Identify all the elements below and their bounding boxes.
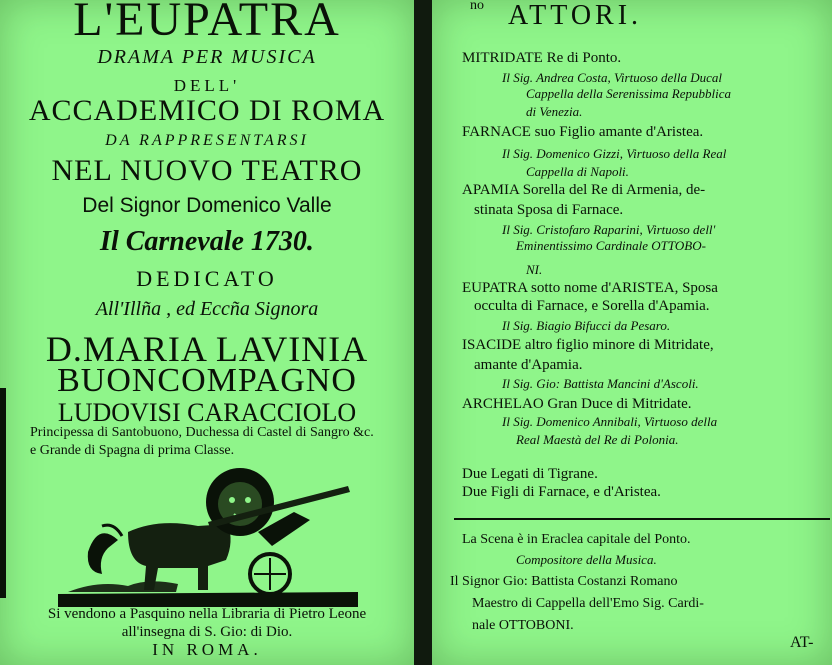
cast-line: EUPATRA sotto nome d'ARISTEA, Sposa — [462, 280, 718, 296]
scene-line: La Scena è in Eraclea capitale del Ponto. — [462, 532, 691, 547]
dedicatee-titles: Principessa di Santobuono, Duchessa di Castel di Sangro &c. e Grande di Spagna di prima Classe. — [30, 425, 374, 458]
right-page — [432, 0, 832, 665]
cast-line: di Venezia. — [526, 104, 583, 119]
cast-line: ISACIDE altro figlio minore di Mitridate, — [462, 337, 714, 353]
cast-line: Il Sig. Domenico Annibali, Virtuoso della — [502, 414, 718, 429]
cast-heading: ATTORI. — [508, 0, 643, 31]
cast-line: occulta di Farnace, e Sorella d'Apamia. — [474, 298, 710, 314]
cast-line: Il Sig. Andrea Costa, Virtuoso della Ducal — [502, 70, 723, 85]
corner-mark: no — [470, 0, 484, 13]
composer-line: Il Signor Gio: Battista Costanzi Romano — [450, 574, 678, 589]
lion-emblem-icon — [58, 462, 358, 607]
dedication-addressee: All'Illña , ed Eccña Signora — [95, 298, 319, 320]
page-edge-mark — [0, 388, 6, 598]
cast-line: NI. — [526, 262, 543, 277]
subtitle-dell: DELL' — [173, 76, 241, 95]
rappresentarsi-line: DA RAPPRESENTARSI — [105, 132, 309, 149]
opera-title: L'EUPATRA — [73, 0, 341, 46]
cast-line: ARCHELAO Gran Duce di Mitridate. — [462, 396, 692, 412]
composer-heading: Compositore della Musica. — [516, 552, 657, 567]
theatre-line: NEL NUOVO TEATRO — [51, 154, 363, 187]
catchword: AT- — [790, 634, 814, 651]
composer-line: nale OTTOBONI. — [472, 618, 574, 633]
cast-line: stinata Sposa di Farnace. — [474, 202, 624, 218]
book-gutter — [414, 0, 432, 665]
cast-line: Real Maestà del Re di Polonia. — [516, 432, 679, 447]
cast-line: APAMIA Sorella del Re di Armenia, de- — [462, 182, 706, 198]
cast-line: MITRIDATE Re di Ponto. — [462, 50, 622, 66]
dedication-heading: DEDICATO — [136, 266, 278, 291]
cast-line: Il Sig. Cristofaro Raparini, Virtuoso dell' — [502, 222, 716, 237]
cast-line: amante d'Apamia. — [474, 357, 583, 373]
valle-line: Del Signor Domenico Valle — [82, 194, 332, 217]
cast-line: Cappella di Napoli. — [526, 164, 629, 179]
shop-sign-line: all'insegna di S. Gio: di Dio. — [121, 624, 293, 640]
cast-line: Il Sig. Domenico Gizzi, Virtuoso della Real — [502, 146, 727, 161]
dedicatee-name-2: BUONCOMPAGNO — [57, 362, 357, 399]
section-divider — [454, 518, 830, 520]
cast-line: FARNACE suo Figlio amante d'Aristea. — [462, 124, 704, 140]
seller-line: Si vendono a Pasquino nella Libraria di Pietro Leone — [47, 606, 367, 622]
dedicatee-name-3: LUDOVISI CARACCIOLO — [57, 398, 357, 427]
academy-line: ACCADEMICO DI ROMA — [28, 94, 386, 127]
cast-line: Eminentissimo Cardinale OTTOBO- — [516, 238, 706, 253]
composer-line: Maestro di Cappella dell'Emo Sig. Cardi- — [472, 596, 704, 611]
carnival-line: Il Carnevale 1730. — [100, 226, 314, 257]
cast-line: Due Legati di Tigrane. — [462, 466, 598, 482]
imprint-place: IN ROMA. — [152, 640, 262, 659]
cast-line: Il Sig. Biagio Bifucci da Pesaro. — [502, 318, 671, 333]
dedicatee-name-1: D.MARIA LAVINIA — [45, 329, 369, 369]
cast-line: Cappella della Serenissima Repubblica — [526, 86, 731, 101]
subtitle-drama: DRAMA PER MUSICA — [97, 46, 317, 68]
left-page — [0, 0, 414, 665]
cast-line: Due Figli di Farnace, e d'Aristea. — [462, 484, 661, 500]
cast-line: Il Sig. Gio: Battista Mancini d'Ascoli. — [502, 376, 699, 391]
